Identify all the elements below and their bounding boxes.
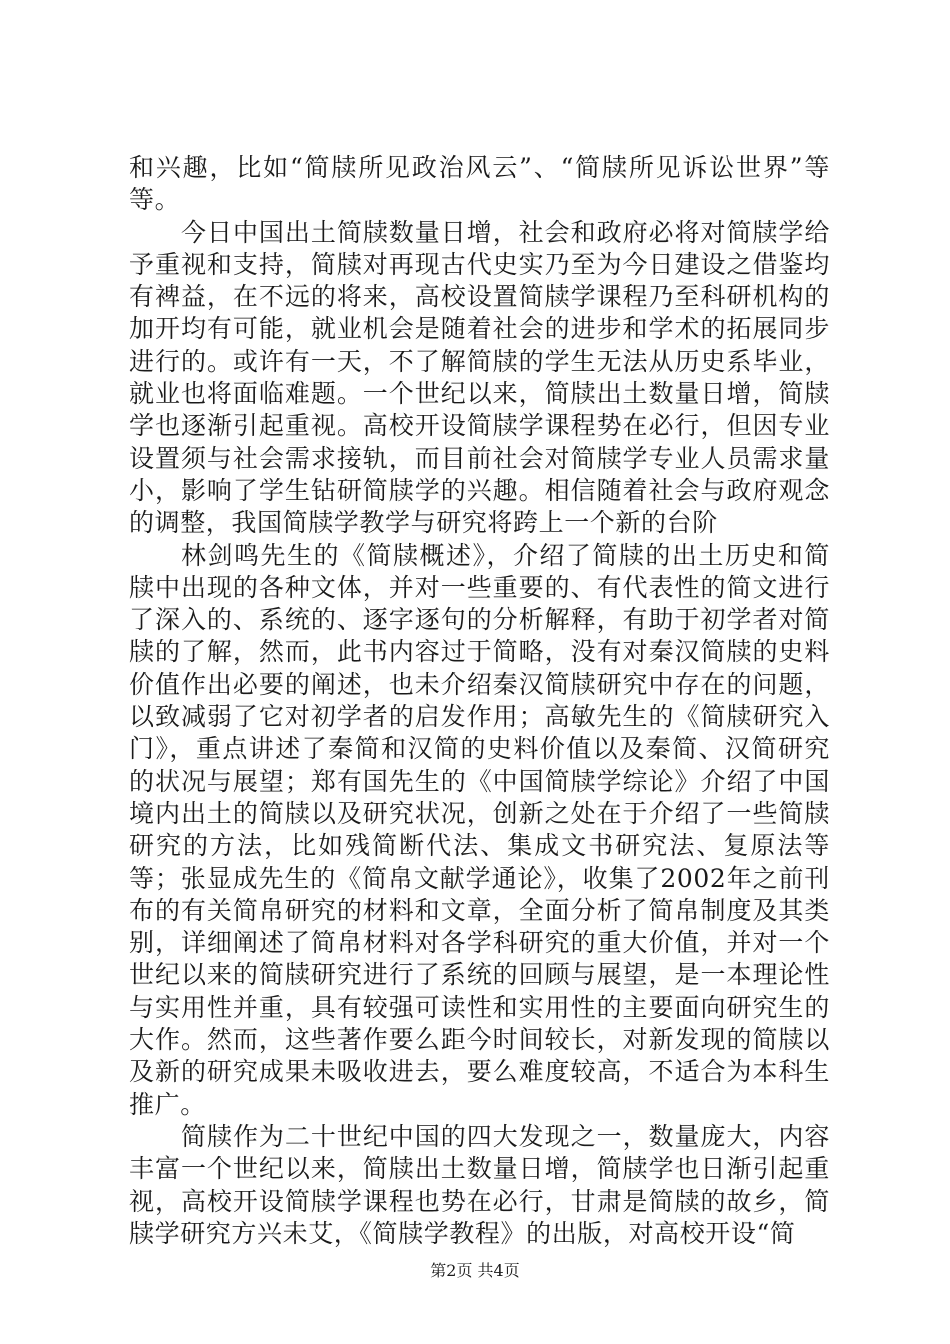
page-number: 第2页 共4页: [430, 1261, 520, 1280]
paragraph: 简牍作为二十世纪中国的四大发现之一，数量庞大，内容丰富一个世纪以来，简牍出土数量日增，简牍学也日渐引起重视，高校开设简牍学课程也势在必行，甘肃是简牍的故乡，简牍学研究方兴未艾，《简牍学教程》的出版，对高校开设“简: [129, 1121, 830, 1248]
paragraph-continuation: 和兴趣，比如“简牍所见政治风云”、“简牍所见诉讼世界”等等。: [129, 153, 830, 215]
body-text: [129, 152, 830, 1250]
paragraph: 今日中国出土简牍数量日增，社会和政府必将对简牍学给予重视和支持，简牍对再现古代史实乃至为今日建设之借鉴均有裨益，在不远的将来，高校设置简牍学课程乃至科研机构的加开均有可能，就业机会是随着社会的进步和学术的拓展同步进行的。或许有一天，不了解简牍的学生无法从历史系毕业，就业也将面临难题。一个世纪以来，简牍出土数量日增，简牍学也逐渐引起重视。高校开设简牍学课程势在必行，但因专业设置须与社会需求接轨，而目前社会对简牍学专业人员需求量小，影响了学生钻研简牍学的兴趣。相信随着社会与政府观念的调整，我国简牍学教学与研究将跨上一个新的台阶: [129, 217, 830, 538]
paragraph: 林剑鸣先生的《简牍概述》，介绍了简牍的出土历史和简牍中出现的各种文体，并对一些重要的、有代表性的简文进行了深入的、系统的、逐字逐句的分析解释，有助于初学者对简牍的了解，然而，此书内容过于简略，没有对秦汉简牍的史料价值作出必要的阐述，也未介绍秦汉简牍研究中存在的问题，以致减弱了它对初学者的启发作用；高敏先生的《简牍研究入门》，重点讲述了秦简和汉简的史料价值以及秦简、汉简研究的状况与展望；郑有国先生的《中国简牍学综论》介绍了中国境内出土的简牍以及研究状况，创新之处在于介绍了一些简牍研究的方法，比如残简断代法、集成文书研究法、复原法等等；张显成先生的《简帛文献学通论》，收集了2002年之前刊布的有关简帛研究的材料和文章，全面分析了简帛制度及其类别，详细阐述了简帛材料对各学科研究的重大价值，并对一个世纪以来的简牍研究进行了系统的回顾与展望，是一本理论性与实用性并重，具有较强可读性和实用性的主要面向研究生的大作。然而，这些著作要么距今时间较长，对新发现的简牍以及新的研究成果未吸收进去，要么难度较高，不适合为本科生推广。: [129, 540, 830, 1119]
